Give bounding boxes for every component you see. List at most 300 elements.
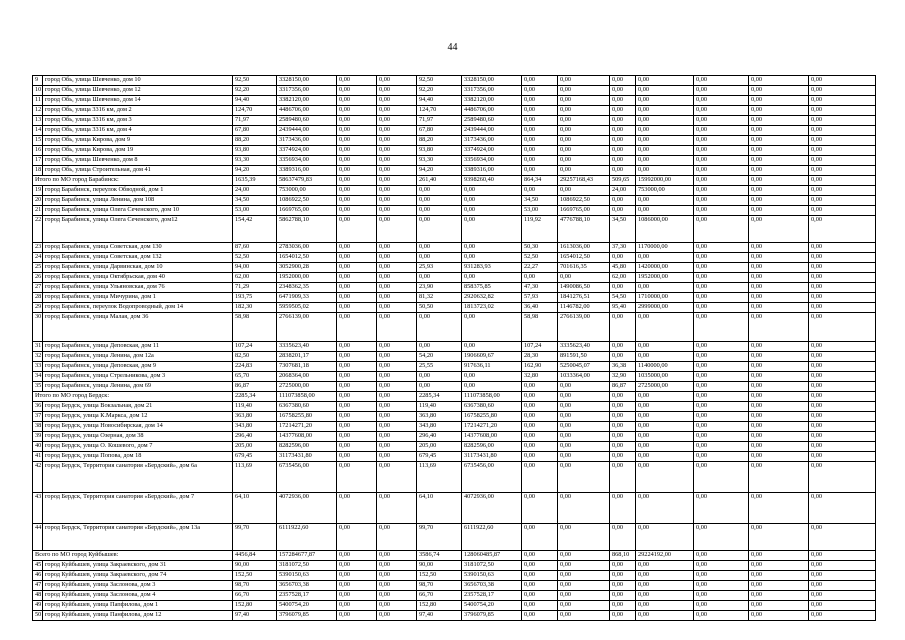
value-cell: 0,00 — [809, 442, 876, 452]
value-cell: 9398260,40 — [462, 176, 522, 186]
value-cell: 0,00 — [377, 283, 417, 293]
value-cell: 0,00 — [337, 493, 377, 524]
value-cell: 0,00 — [694, 96, 749, 106]
value-cell: 0,00 — [417, 216, 462, 243]
value-cell: 858375,85 — [462, 283, 522, 293]
value-cell: 0,00 — [522, 524, 558, 551]
value-cell: 0,00 — [809, 352, 876, 362]
value-cell: 52,50 — [233, 253, 277, 263]
value-cell: 0,00 — [636, 86, 694, 96]
value-cell: 28,30 — [522, 352, 558, 362]
value-cell: 0,00 — [694, 293, 749, 303]
value-cell: 0,00 — [377, 561, 417, 571]
value-cell: 0,00 — [694, 571, 749, 581]
value-cell: 93,30 — [233, 156, 277, 166]
value-cell: 0,00 — [522, 551, 558, 561]
value-cell: 5390150,63 — [277, 571, 337, 581]
value-cell: 94,00 — [233, 263, 277, 273]
value-cell: 0,00 — [809, 362, 876, 372]
value-cell: 0,00 — [377, 216, 417, 243]
value-cell: 90,00 — [233, 561, 277, 571]
address-cell: город Барабинск, улица Стрельникова, дом 3 — [43, 372, 233, 382]
value-cell: 0,00 — [636, 392, 694, 402]
address-cell: город Обь, улица Шевченко, дом 12 — [43, 86, 233, 96]
row-number-cell: 10 — [33, 86, 43, 96]
table-row — [33, 126, 876, 136]
value-cell: 157284677,87 — [277, 551, 337, 561]
table-row — [33, 412, 876, 422]
value-cell: 3181072,50 — [277, 561, 337, 571]
value-cell: 0,00 — [636, 452, 694, 462]
value-cell: 205,00 — [233, 442, 277, 452]
value-cell: 82,50 — [233, 352, 277, 362]
value-cell: 0,00 — [694, 86, 749, 96]
value-cell: 34,50 — [522, 196, 558, 206]
value-cell: 0,00 — [558, 116, 610, 126]
value-cell: 0,00 — [610, 86, 636, 96]
value-cell: 0,00 — [377, 412, 417, 422]
value-cell: 261,40 — [417, 176, 462, 186]
value-cell: 162,90 — [522, 362, 558, 372]
value-cell: 1086000,00 — [636, 216, 694, 243]
value-cell: 0,00 — [337, 551, 377, 561]
value-cell: 0,00 — [558, 571, 610, 581]
value-cell: 0,00 — [636, 412, 694, 422]
value-cell: 0,00 — [749, 352, 809, 362]
value-cell: 0,00 — [749, 293, 809, 303]
value-cell: 58,98 — [522, 313, 558, 342]
value-cell: 0,00 — [749, 313, 809, 342]
value-cell: 0,00 — [809, 561, 876, 571]
value-cell: 113,69 — [233, 462, 277, 493]
value-cell: 0,00 — [337, 392, 377, 402]
row-number-cell: 29 — [33, 303, 43, 313]
value-cell: 3796079,85 — [462, 611, 522, 621]
value-cell: 0,00 — [522, 136, 558, 146]
value-cell: 0,00 — [636, 601, 694, 611]
value-cell: 864,34 — [522, 176, 558, 186]
value-cell: 0,00 — [462, 382, 522, 392]
value-cell: 4776788,10 — [558, 216, 610, 243]
table-row — [33, 402, 876, 412]
housing-program-table — [32, 75, 876, 621]
address-cell: город Обь, улица Шевченко, дом 8 — [43, 156, 233, 166]
table-row — [33, 76, 876, 86]
table-row — [33, 382, 876, 392]
value-cell: 0,00 — [749, 581, 809, 591]
value-cell: 1086922,50 — [558, 196, 610, 206]
value-cell: 0,00 — [809, 571, 876, 581]
value-cell: 0,00 — [377, 263, 417, 273]
value-cell: 363,80 — [417, 412, 462, 422]
page-number: 44 — [447, 42, 458, 53]
value-cell: 3317356,00 — [462, 86, 522, 96]
value-cell: 1140000,00 — [636, 362, 694, 372]
table-row — [33, 116, 876, 126]
value-cell: 111073858,00 — [462, 392, 522, 402]
address-cell: Итого по МО город Бердск: — [33, 392, 233, 402]
value-cell: 0,00 — [417, 342, 462, 352]
value-cell: 0,00 — [694, 136, 749, 146]
value-cell: 1906609,67 — [462, 352, 522, 362]
value-cell: 1813723,02 — [462, 303, 522, 313]
value-cell: 0,00 — [610, 493, 636, 524]
value-cell: 0,00 — [694, 303, 749, 313]
value-cell: 0,00 — [377, 591, 417, 601]
value-cell: 0,00 — [636, 493, 694, 524]
value-cell: 25,93 — [417, 263, 462, 273]
address-cell: Всего по МО город Куйбышев: — [33, 551, 233, 561]
value-cell: 107,24 — [522, 342, 558, 352]
value-cell: 88,20 — [233, 136, 277, 146]
value-cell: 0,00 — [610, 156, 636, 166]
row-number-cell: 26 — [33, 273, 43, 283]
value-cell: 4486706,00 — [462, 106, 522, 116]
value-cell: 0,00 — [377, 243, 417, 253]
value-cell: 1669765,00 — [277, 206, 337, 216]
table-row — [33, 611, 876, 621]
value-cell: 0,00 — [610, 581, 636, 591]
table-row — [33, 442, 876, 452]
value-cell: 701616,35 — [558, 263, 610, 273]
row-number-cell: 48 — [33, 591, 43, 601]
value-cell: 0,00 — [558, 146, 610, 156]
value-cell: 0,00 — [749, 561, 809, 571]
value-cell: 0,00 — [377, 382, 417, 392]
value-cell: 4072936,00 — [462, 493, 522, 524]
value-cell: 0,00 — [694, 561, 749, 571]
value-cell: 0,00 — [809, 176, 876, 186]
value-cell: 0,00 — [636, 462, 694, 493]
table-row — [33, 601, 876, 611]
value-cell: 14377608,00 — [462, 432, 522, 442]
value-cell: 3586,74 — [417, 551, 462, 561]
value-cell: 2357528,17 — [277, 591, 337, 601]
value-cell: 1635,39 — [233, 176, 277, 186]
value-cell: 0,00 — [610, 126, 636, 136]
value-cell: 0,00 — [558, 601, 610, 611]
value-cell: 90,00 — [417, 561, 462, 571]
value-cell: 3389316,00 — [462, 166, 522, 176]
value-cell: 0,00 — [694, 216, 749, 243]
value-cell: 0,00 — [377, 452, 417, 462]
value-cell: 6735456,00 — [462, 462, 522, 493]
value-cell: 0,00 — [749, 273, 809, 283]
table-row — [33, 342, 876, 352]
value-cell: 0,00 — [462, 273, 522, 283]
table-row — [33, 462, 876, 493]
value-cell: 32,90 — [610, 372, 636, 382]
value-cell: 931283,93 — [462, 263, 522, 273]
value-cell: 0,00 — [749, 116, 809, 126]
address-cell: город Куйбышев, улица Папфилова, дом 1 — [43, 601, 233, 611]
value-cell: 0,00 — [749, 402, 809, 412]
value-cell: 99,70 — [417, 524, 462, 551]
value-cell: 1841276,51 — [558, 293, 610, 303]
value-cell: 0,00 — [809, 96, 876, 106]
value-cell: 1710000,00 — [636, 293, 694, 303]
row-number-cell: 30 — [33, 313, 43, 342]
row-number-cell: 15 — [33, 136, 43, 146]
value-cell: 0,00 — [749, 136, 809, 146]
value-cell: 0,00 — [694, 392, 749, 402]
value-cell: 0,00 — [636, 402, 694, 412]
table-row — [33, 176, 876, 186]
table-row — [33, 136, 876, 146]
value-cell: 0,00 — [522, 392, 558, 402]
value-cell: 0,00 — [749, 382, 809, 392]
address-cell: город Барабинск, улица Октябрьская, дом 40 — [43, 273, 233, 283]
value-cell: 0,00 — [377, 432, 417, 442]
value-cell: 17214271,20 — [277, 422, 337, 432]
value-cell: 113,69 — [417, 462, 462, 493]
table-row — [33, 303, 876, 313]
value-cell: 0,00 — [749, 176, 809, 186]
value-cell: 2439444,00 — [462, 126, 522, 136]
value-cell: 0,00 — [522, 571, 558, 581]
value-cell: 0,00 — [558, 524, 610, 551]
value-cell: 193,75 — [233, 293, 277, 303]
value-cell: 0,00 — [558, 422, 610, 432]
value-cell: 0,00 — [337, 571, 377, 581]
value-cell: 0,00 — [337, 243, 377, 253]
value-cell: 0,00 — [694, 601, 749, 611]
value-cell: 0,00 — [337, 432, 377, 442]
value-cell: 31173431,80 — [277, 452, 337, 462]
value-cell: 1086922,50 — [277, 196, 337, 206]
value-cell: 0,00 — [749, 432, 809, 442]
row-number-cell: 43 — [33, 493, 43, 524]
value-cell: 1669765,00 — [558, 206, 610, 216]
value-cell: 0,00 — [694, 342, 749, 352]
value-cell: 2920632,82 — [462, 293, 522, 303]
value-cell: 0,00 — [694, 243, 749, 253]
row-number-cell: 23 — [33, 243, 43, 253]
value-cell: 0,00 — [522, 581, 558, 591]
value-cell: 0,00 — [558, 86, 610, 96]
value-cell: 5250045,07 — [558, 362, 610, 372]
value-cell: 0,00 — [377, 313, 417, 342]
value-cell: 1033364,00 — [558, 372, 610, 382]
value-cell: 0,00 — [694, 352, 749, 362]
value-cell: 3317356,00 — [277, 86, 337, 96]
value-cell: 52,50 — [522, 253, 558, 263]
value-cell: 0,00 — [694, 412, 749, 422]
value-cell: 0,00 — [749, 342, 809, 352]
value-cell: 92,50 — [233, 76, 277, 86]
value-cell: 3656703,38 — [462, 581, 522, 591]
value-cell: 0,00 — [610, 591, 636, 601]
value-cell: 0,00 — [522, 432, 558, 442]
value-cell: 0,00 — [462, 216, 522, 243]
value-cell: 0,00 — [377, 524, 417, 551]
value-cell: 37,30 — [610, 243, 636, 253]
table-row — [33, 106, 876, 116]
value-cell: 0,00 — [377, 551, 417, 561]
value-cell: 0,00 — [337, 206, 377, 216]
value-cell: 0,00 — [337, 581, 377, 591]
value-cell: 205,00 — [417, 442, 462, 452]
address-cell: город Барабинск, улица Малая, дом 36 — [43, 313, 233, 342]
value-cell: 0,00 — [809, 116, 876, 126]
value-cell: 0,00 — [337, 372, 377, 382]
value-cell: 2068364,00 — [277, 372, 337, 382]
value-cell: 0,00 — [809, 382, 876, 392]
value-cell: 0,00 — [558, 561, 610, 571]
value-cell: 0,00 — [558, 273, 610, 283]
value-cell: 3374924,00 — [462, 146, 522, 156]
value-cell: 0,00 — [337, 283, 377, 293]
value-cell: 81,32 — [417, 293, 462, 303]
row-number-cell: 22 — [33, 216, 43, 243]
value-cell: 0,00 — [337, 591, 377, 601]
value-cell: 0,00 — [337, 196, 377, 206]
address-cell: Итого по МО город Барабинск: — [33, 176, 233, 186]
value-cell: 0,00 — [337, 136, 377, 146]
value-cell: 0,00 — [337, 462, 377, 493]
value-cell: 0,00 — [749, 96, 809, 106]
value-cell: 0,00 — [337, 524, 377, 551]
value-cell: 66,70 — [233, 591, 277, 601]
value-cell: 0,00 — [337, 86, 377, 96]
table-row — [33, 372, 876, 382]
value-cell: 2766139,00 — [558, 313, 610, 342]
value-cell: 0,00 — [749, 156, 809, 166]
value-cell: 0,00 — [809, 392, 876, 402]
address-cell: город Бердск, улица Попова, дом 18 — [43, 452, 233, 462]
value-cell: 0,00 — [809, 611, 876, 621]
address-cell: город Бердск, улица Озерная, дом 38 — [43, 432, 233, 442]
row-number-cell: 19 — [33, 186, 43, 196]
value-cell: 3656703,38 — [277, 581, 337, 591]
row-number-cell: 31 — [33, 342, 43, 352]
value-cell: 0,00 — [749, 196, 809, 206]
value-cell: 0,00 — [417, 313, 462, 342]
table-row — [33, 452, 876, 462]
value-cell: 6111922,60 — [277, 524, 337, 551]
value-cell: 0,00 — [694, 253, 749, 263]
value-cell: 124,70 — [417, 106, 462, 116]
value-cell: 29257168,43 — [558, 176, 610, 186]
value-cell: 0,00 — [377, 253, 417, 263]
value-cell: 0,00 — [749, 86, 809, 96]
value-cell: 0,00 — [522, 126, 558, 136]
value-cell: 0,00 — [809, 402, 876, 412]
value-cell: 0,00 — [809, 591, 876, 601]
value-cell: 98,70 — [233, 581, 277, 591]
value-cell: 0,00 — [749, 106, 809, 116]
value-cell: 0,00 — [337, 216, 377, 243]
value-cell: 86,87 — [233, 382, 277, 392]
value-cell: 0,00 — [694, 196, 749, 206]
table-row — [33, 392, 876, 402]
value-cell: 0,00 — [749, 442, 809, 452]
address-cell: город Барабинск, улица Советская, дом 132 — [43, 253, 233, 263]
value-cell: 0,00 — [809, 76, 876, 86]
row-number-cell: 12 — [33, 106, 43, 116]
value-cell: 0,00 — [809, 206, 876, 216]
address-cell: город Барабинск, улица Советская, дом 130 — [43, 243, 233, 253]
value-cell: 0,00 — [417, 206, 462, 216]
value-cell: 0,00 — [694, 313, 749, 342]
value-cell: 0,00 — [522, 412, 558, 422]
value-cell: 0,00 — [694, 611, 749, 621]
value-cell: 0,00 — [377, 392, 417, 402]
value-cell: 53,00 — [522, 206, 558, 216]
address-cell: город Куйбышев, улица Заслонова, дом 3 — [43, 581, 233, 591]
row-number-cell: 24 — [33, 253, 43, 263]
value-cell: 6735456,00 — [277, 462, 337, 493]
value-cell: 0,00 — [337, 186, 377, 196]
value-cell: 0,00 — [337, 402, 377, 412]
value-cell: 0,00 — [636, 571, 694, 581]
value-cell: 0,00 — [337, 76, 377, 86]
value-cell: 0,00 — [636, 196, 694, 206]
value-cell: 0,00 — [337, 561, 377, 571]
value-cell: 3356934,00 — [277, 156, 337, 166]
value-cell: 0,00 — [694, 422, 749, 432]
value-cell: 0,00 — [417, 186, 462, 196]
value-cell: 3328150,00 — [277, 76, 337, 86]
row-number-cell: 45 — [33, 561, 43, 571]
row-number-cell: 16 — [33, 146, 43, 156]
value-cell: 99,70 — [233, 524, 277, 551]
value-cell: 0,00 — [749, 493, 809, 524]
value-cell: 0,00 — [610, 442, 636, 452]
value-cell: 917636,11 — [462, 362, 522, 372]
value-cell: 0,00 — [337, 452, 377, 462]
address-cell: город Бердск, улица О. Кошевого, дом 7 — [43, 442, 233, 452]
value-cell: 92,50 — [417, 76, 462, 86]
value-cell: 0,00 — [636, 253, 694, 263]
table-row — [33, 283, 876, 293]
value-cell: 0,00 — [694, 146, 749, 156]
address-cell: город Обь, улица Кирова, дом 9 — [43, 136, 233, 146]
value-cell: 296,40 — [417, 432, 462, 442]
table-row — [33, 432, 876, 442]
value-cell: 47,30 — [522, 283, 558, 293]
value-cell: 0,00 — [377, 303, 417, 313]
address-cell: город Обь, улица Строительная, дом 41 — [43, 166, 233, 176]
value-cell: 0,00 — [377, 372, 417, 382]
value-cell: 0,00 — [522, 146, 558, 156]
value-cell: 0,00 — [749, 524, 809, 551]
value-cell: 0,00 — [636, 442, 694, 452]
value-cell: 1952000,00 — [636, 273, 694, 283]
value-cell: 0,00 — [749, 601, 809, 611]
value-cell: 891591,50 — [558, 352, 610, 362]
value-cell: 0,00 — [636, 126, 694, 136]
value-cell: 0,00 — [694, 186, 749, 196]
value-cell: 0,00 — [610, 402, 636, 412]
value-cell: 0,00 — [809, 273, 876, 283]
value-cell: 0,00 — [522, 601, 558, 611]
table-row — [33, 216, 876, 243]
value-cell: 0,00 — [377, 342, 417, 352]
table-row — [33, 263, 876, 273]
table-row — [33, 253, 876, 263]
value-cell: 0,00 — [809, 372, 876, 382]
value-cell: 14377608,00 — [277, 432, 337, 442]
value-cell: 97,40 — [233, 611, 277, 621]
value-cell: 107,24 — [233, 342, 277, 352]
value-cell: 0,00 — [377, 493, 417, 524]
value-cell: 0,00 — [610, 76, 636, 86]
value-cell: 0,00 — [636, 591, 694, 601]
value-cell: 24,00 — [233, 186, 277, 196]
value-cell: 0,00 — [694, 442, 749, 452]
value-cell: 0,00 — [610, 96, 636, 106]
